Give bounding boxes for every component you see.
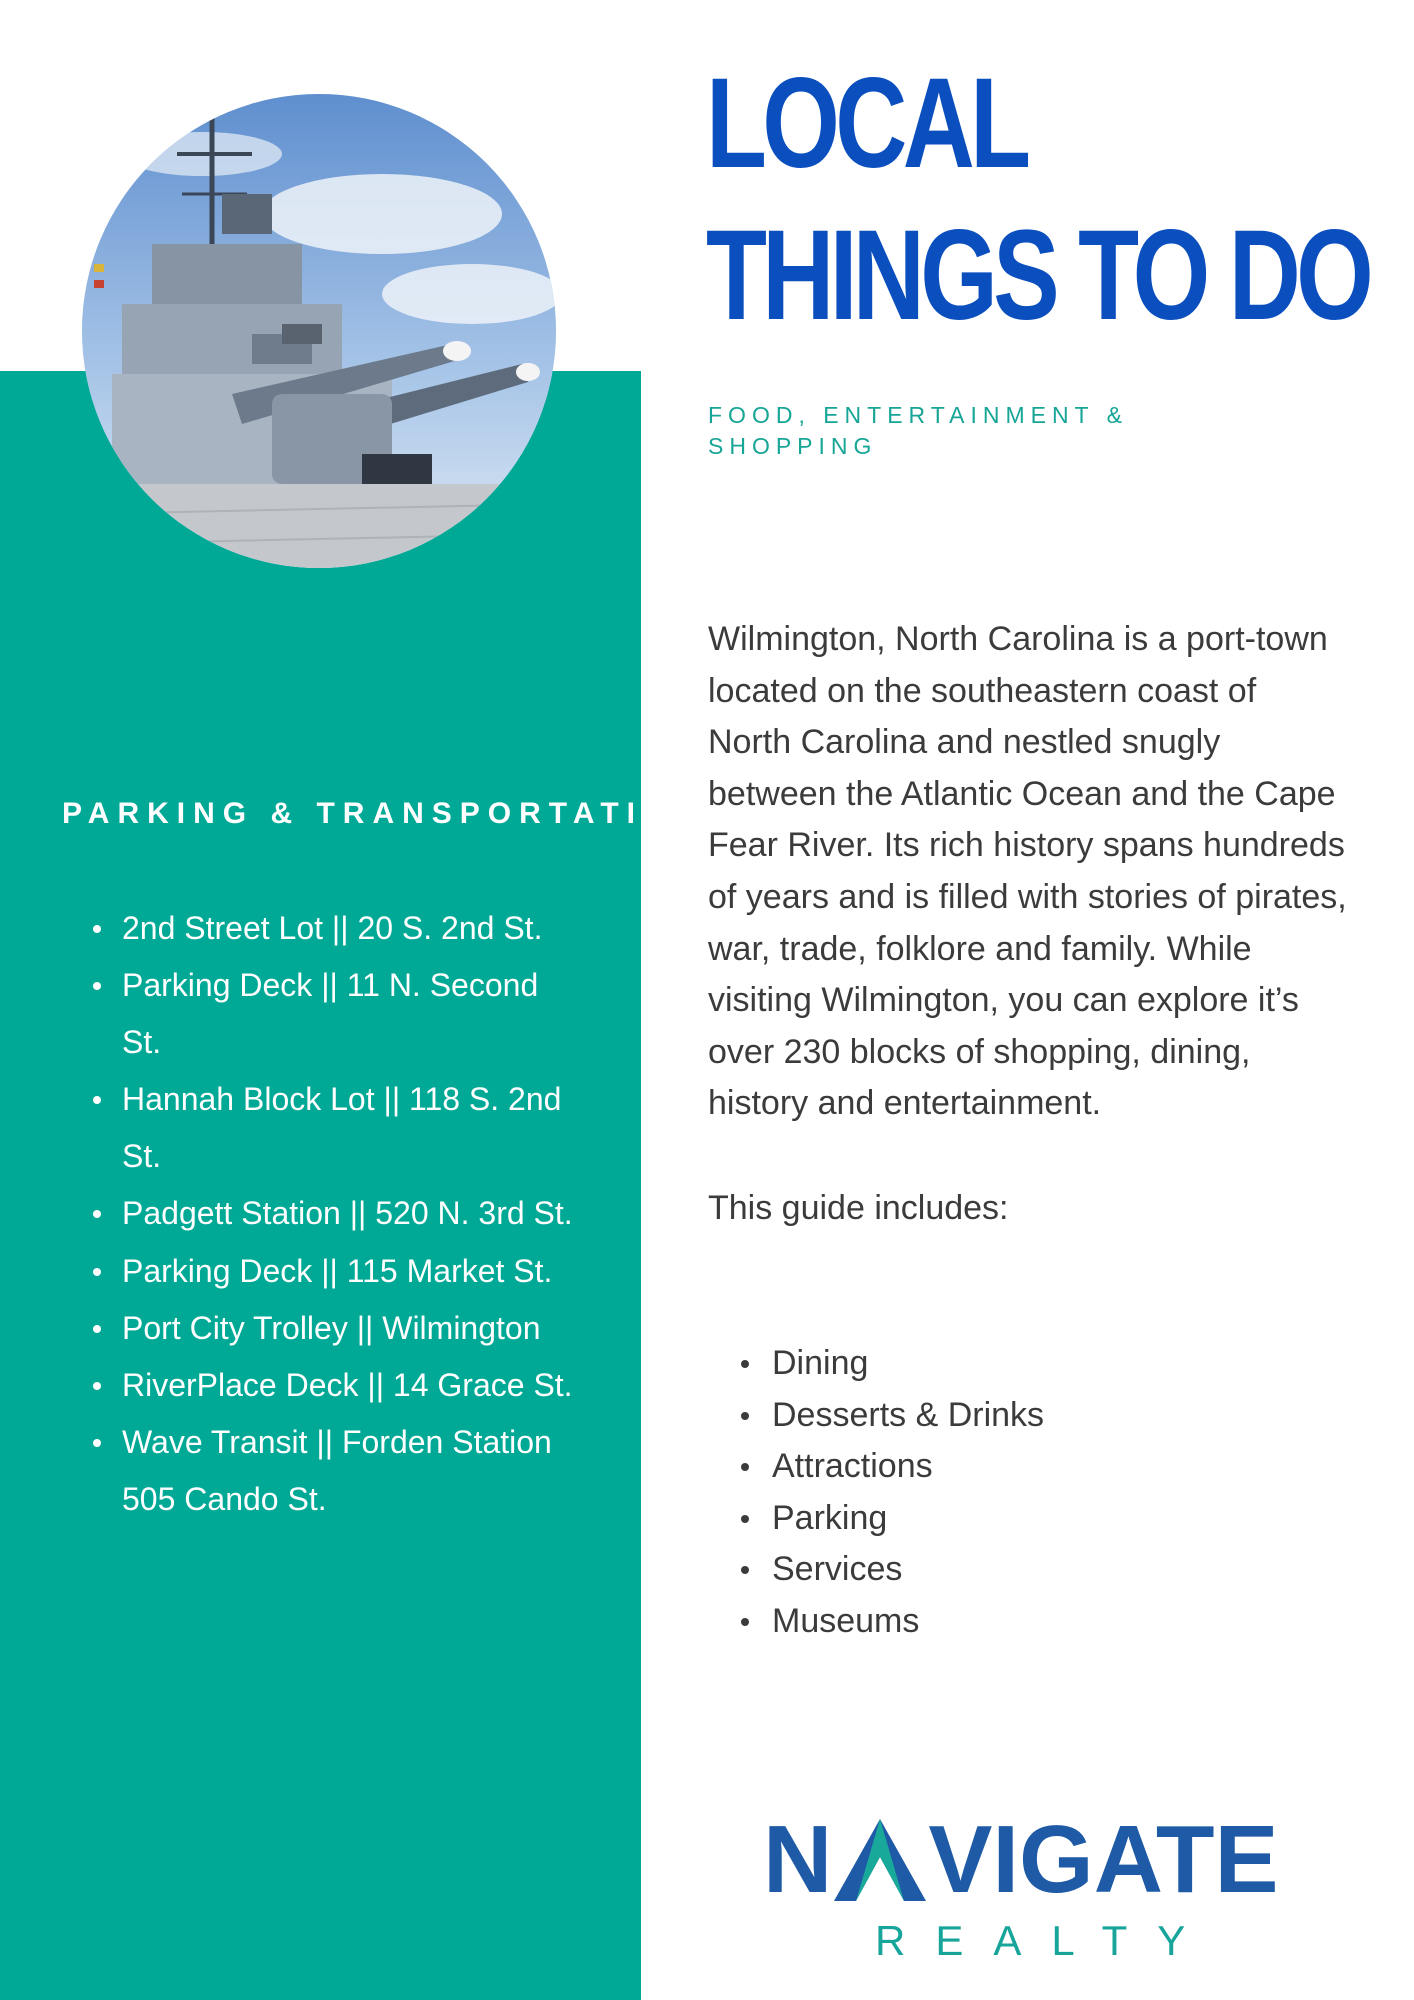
- list-item: Hannah Block Lot || 118 S. 2nd St.: [62, 1071, 582, 1185]
- list-item: Parking Deck || 115 Market St.: [62, 1243, 582, 1300]
- list-item: Padgett Station || 520 N. 3rd St.: [62, 1185, 582, 1242]
- logo-letters-vigate: VIGATE: [928, 1806, 1279, 1913]
- intro-paragraph: Wilmington, North Carolina is a port-town located on the southeastern coast of North Carolina and nestled snugly between the Atlantic Ocean and the Cape Fear River. Its rich history spans hundreds of years and is filled with stories of pirates, war, trade, folklore and family. While visiting Wilmington, you can explore it’s over 230 blocks of shopping, dining, history and entertainment.: [708, 620, 1347, 1123]
- list-item: Desserts & Drinks: [708, 1390, 1044, 1442]
- list-item: Parking Deck || 11 N. Second St.: [62, 957, 582, 1071]
- parking-list: [62, 900, 582, 1528]
- list-item: Parking: [708, 1493, 1044, 1545]
- battleship-photo: [82, 94, 556, 568]
- list-item: Dining: [708, 1338, 1044, 1390]
- title-line-1: LOCAL: [706, 52, 1027, 195]
- list-item: Wave Transit || Forden Station 505 Cando St.: [62, 1414, 582, 1528]
- list-item: Museums: [708, 1596, 1044, 1648]
- title-line-2: THINGS TO DO: [706, 204, 1370, 347]
- parking-heading-text: PARKING & TRANSPORTATION: [62, 797, 704, 830]
- logo-letter-n: N: [763, 1806, 833, 1913]
- page-title: [706, 48, 1369, 352]
- list-item: RiverPlace Deck || 14 Grace St.: [62, 1357, 582, 1414]
- logo-a-icon: [834, 1819, 926, 1901]
- list-item: Attractions: [708, 1441, 1044, 1493]
- page-subtitle: FOOD, ENTERTAINMENT & SHOPPING: [708, 402, 1128, 459]
- parking-heading: [62, 794, 704, 833]
- logo-wordmark: [763, 1806, 1279, 1913]
- guide-list: [708, 1338, 1044, 1648]
- intro-lead: This guide includes:: [708, 1189, 1009, 1227]
- logo-subtitle: REALTY: [875, 1917, 1216, 1964]
- list-item: Port City Trolley || Wilmington: [62, 1300, 582, 1357]
- navigate-realty-logo: [763, 1806, 1308, 1965]
- list-item: 2nd Street Lot || 20 S. 2nd St.: [62, 900, 582, 957]
- list-item: Services: [708, 1544, 1044, 1596]
